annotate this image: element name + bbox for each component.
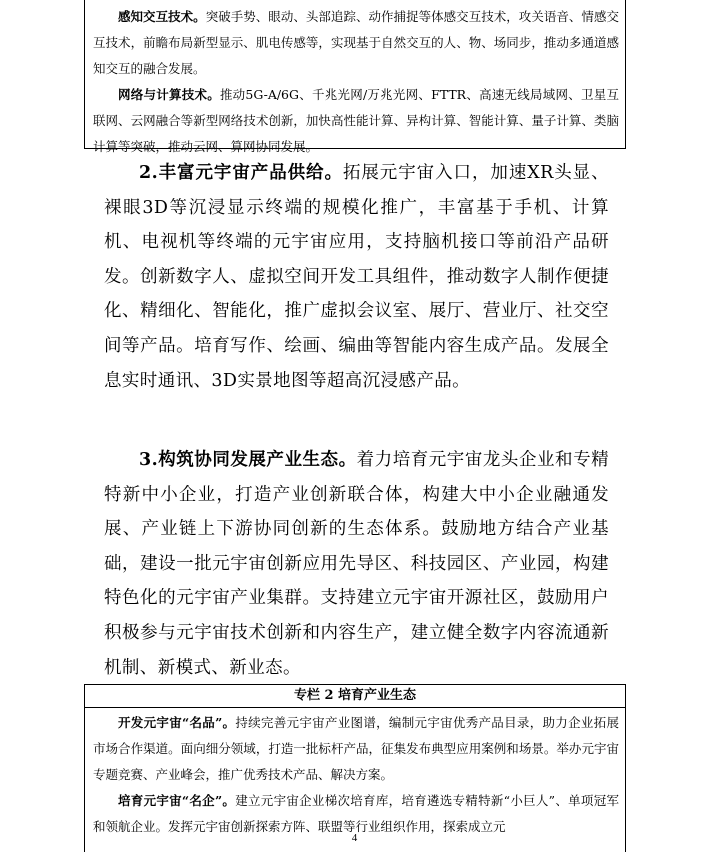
famous-enterprises-text: 建立元宇宙企业梯次培育库，培育遴选专精特新“小巨人”、单项冠军和领航企业。发挥元宇宙创新探索方阵、联盟等行业组织作用，探索成立元 — [93, 793, 619, 834]
network-computing-paragraph — [93, 82, 619, 160]
section-2 — [104, 156, 609, 398]
famous-products-title: 开发元宇宙“名品”。 — [118, 715, 236, 730]
tech-sidebar-box — [84, 0, 626, 154]
section-2-paragraph — [104, 156, 609, 398]
page-number: 4 — [351, 832, 358, 844]
section-2-text: 拓展元宇宙入口，加速XR头显、裸眼3D等沉浸显示终端的规模化推广，丰富基于手机、计算机、电视机等终端的元宇宙应用，支持脑机接口等前沿产品研发。创新数字人、虚拟空间开发工具组件，推动数字人制作便捷化、精细化、智能化，推广虚拟会议室、展厅、营业厅、社交空间等产品。培育写作、绘画、编曲等智能内容生成产品。发展全息实时通讯、3D实景地图等超高沉浸感产品。 — [104, 163, 609, 391]
famous-products-text: 持续完善元宇宙产业图谱，编制元宇宙优秀产品目录，助力企业拓展市场合作渠道。面向细分领域，打造一批标杆产品，征集发布典型应用案例和场景。举办元宇宙专题竞赛、产业峰会，推广优秀技术产品、解决方案。 — [93, 715, 619, 782]
sensing-interaction-title: 感知交互技术。 — [118, 9, 206, 24]
famous-enterprises-title: 培育元宇宙“名企”。 — [118, 793, 236, 808]
section-3-text: 着力培育元宇宙龙头企业和专精特新中小企业，打造产业创新联合体，构建大中小企业融通发展、产业链上下游协同创新的生态体系。鼓励地方结合产业基础，建设一批元宇宙创新应用先导区、科技园区、产业园，构建特色化的元宇宙产业集群。支持建立元宇宙开源社区，鼓励用户积极参与元宇宙技术创新和内容生产，建立健全数字内容流通新机制、新模式、新业态。 — [104, 450, 610, 678]
section-3-heading: 3.构筑协同发展产业生态。 — [139, 450, 357, 470]
network-computing-text: 推动5G-A/6G、千兆光网/万兆光网、FTTR、高速无线局域网、卫星互联网、云网融合等新型网络技术创新，加快高性能计算、异构计算、智能计算、量子计算、类脑计算等突破，推动云网、算网协同发展。 — [93, 87, 619, 154]
column-2-title: 专栏 2 培育产业生态 — [85, 685, 625, 708]
section-3 — [104, 443, 609, 685]
sensing-interaction-text: 突破手势、眼动、头部追踪、动作捕捉等体感交互技术，攻关语音、情感交互技术，前瞻布局新型显示、肌电传感等，实现基于自然交互的人、物、场同步，推动多通道感知交互的融合发展。 — [93, 9, 619, 76]
network-computing-title: 网络与计算技术。 — [118, 87, 220, 102]
column-2-body — [85, 708, 625, 840]
famous-products-paragraph — [93, 710, 619, 788]
section-2-heading: 2.丰富元宇宙产品供给。 — [139, 163, 343, 183]
sensing-interaction-paragraph — [93, 4, 619, 82]
column-2-box — [84, 684, 626, 852]
section-3-paragraph — [104, 443, 609, 685]
